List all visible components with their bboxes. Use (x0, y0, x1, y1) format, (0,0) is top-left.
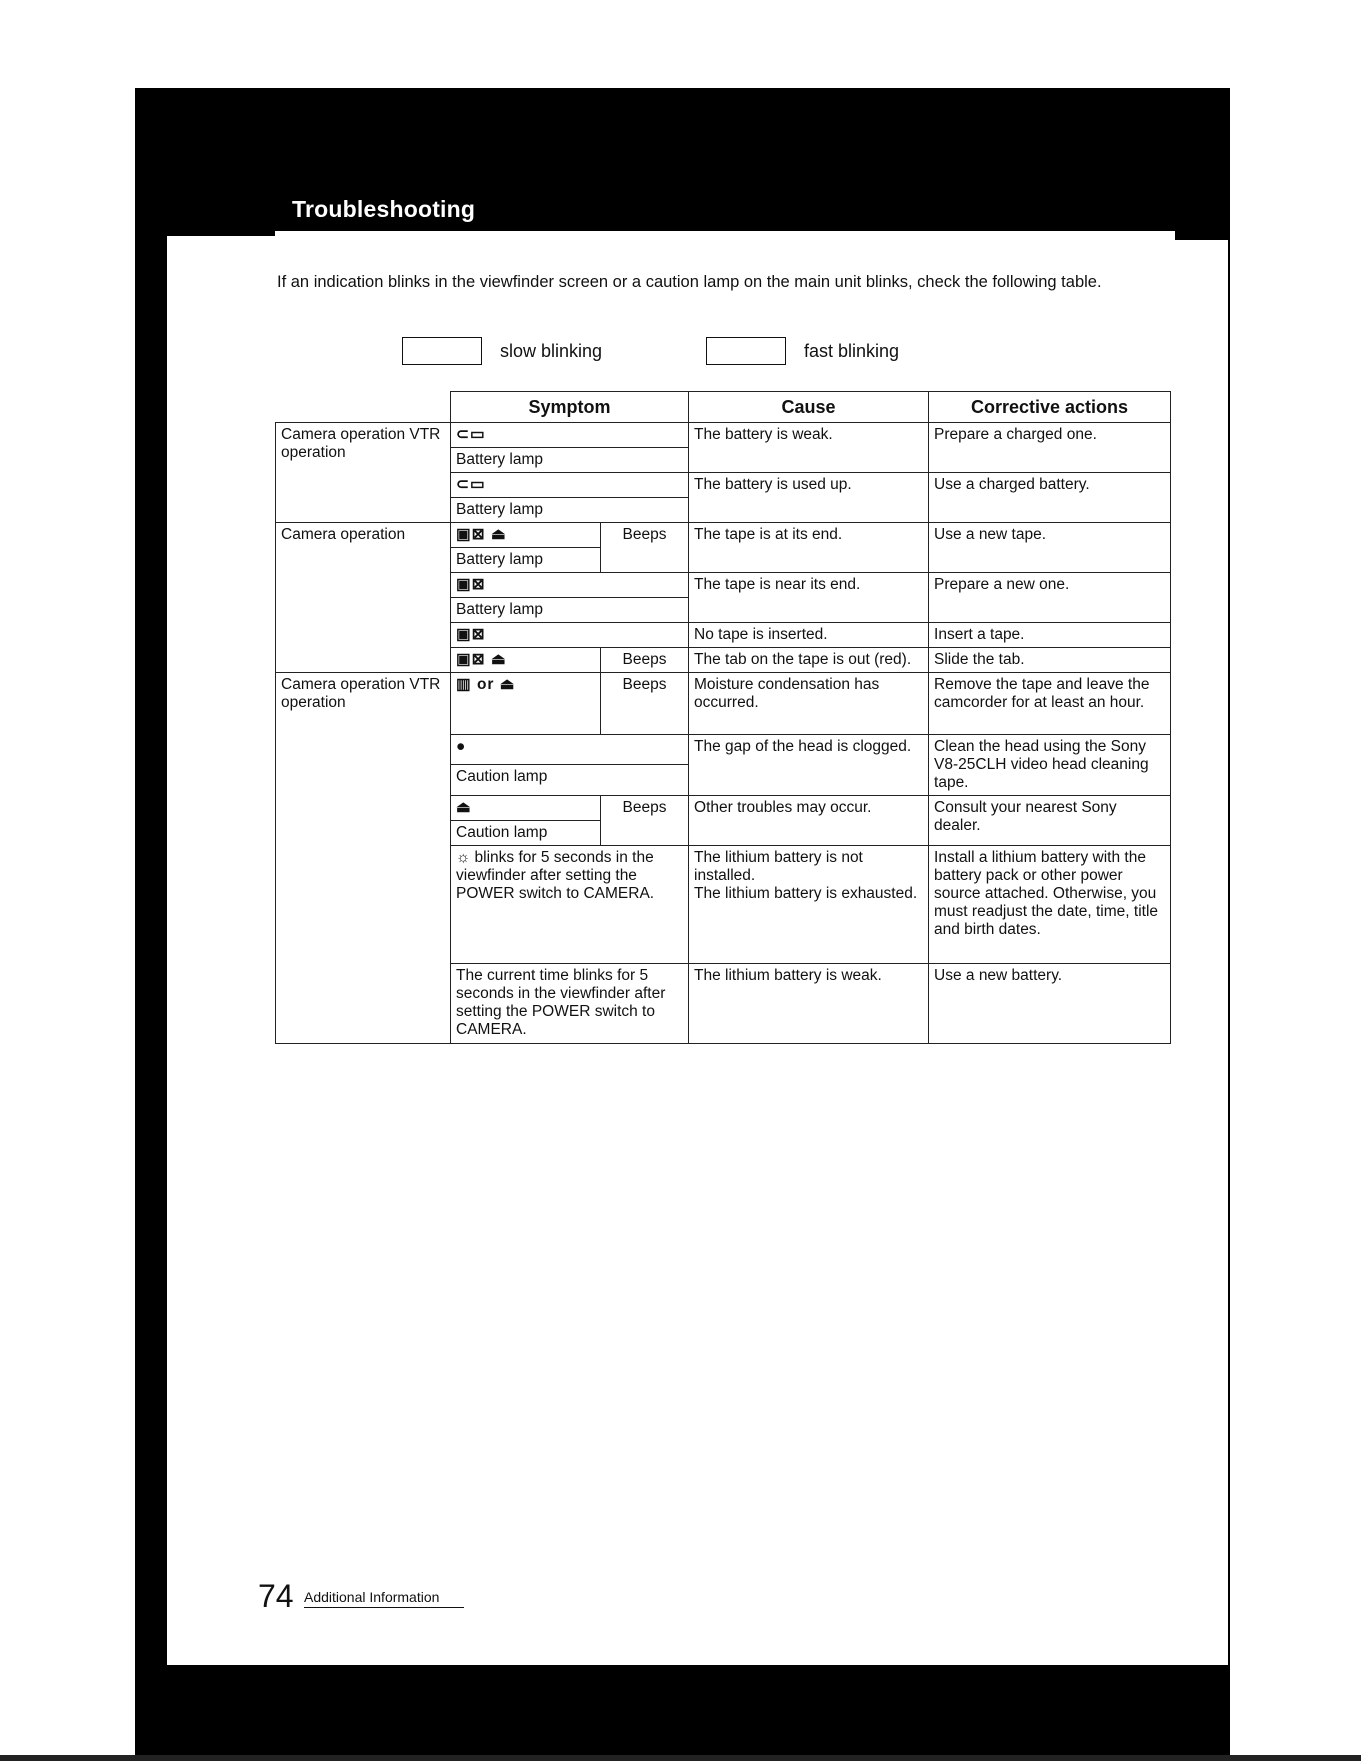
page-frame-top-right (1175, 88, 1230, 240)
action-cell: Consult your nearest Sony dealer. (929, 796, 1171, 846)
table-row (276, 523, 1171, 548)
legend-slow-label: slow blinking (500, 340, 603, 361)
symptom-indicator: ▥ or ⏏ (451, 673, 601, 735)
slow-blink-box (402, 337, 482, 365)
page-frame-left-notch (135, 146, 275, 236)
legend-fast (706, 337, 899, 365)
symptom-lamp: Battery lamp (451, 448, 689, 473)
legend-slow (402, 337, 602, 365)
header-action: Corrective actions (929, 392, 1171, 423)
symptom-lamp: Battery lamp (451, 498, 689, 523)
symptom-text: The current time blinks for 5 seconds in the viewfinder after setting the POWER switch to CAMERA. (451, 964, 689, 1044)
symptom-lamp: Battery lamp (451, 548, 601, 573)
action-cell: Use a charged battery. (929, 473, 1171, 523)
action-cell: Insert a tape. (929, 623, 1171, 648)
symptom-indicator: ⏏ (451, 796, 601, 821)
cause-cell: The lithium battery is weak. (689, 964, 929, 1044)
cause-cell: The lithium battery is not installed. The lithium battery is exhausted. (689, 846, 929, 964)
beeps-cell: Beeps (601, 796, 689, 846)
cause-cell: Other troubles may occur. (689, 796, 929, 846)
symptom-indicator: ● (451, 735, 689, 765)
table-header-row (276, 392, 1171, 423)
action-cell: Clean the head using the Sony V8-25CLH video head cleaning tape. (929, 735, 1171, 796)
action-cell: Prepare a charged one. (929, 423, 1171, 473)
table-row (276, 673, 1171, 735)
page-frame-left (135, 88, 167, 1761)
cause-cell: Moisture condensation has occurred. (689, 673, 929, 735)
header-cause: Cause (689, 392, 929, 423)
group-label: Camera operation VTR operation (276, 673, 451, 1044)
symptom-indicator: ⊂▭ (451, 423, 689, 448)
symptom-text: ☼ blinks for 5 seconds in the viewfinder after setting the POWER switch to CAMERA. (451, 846, 689, 964)
header-blank (276, 392, 451, 423)
header-symptom: Symptom (451, 392, 689, 423)
section-name: Additional Information (304, 1589, 464, 1608)
symptom-indicator: ▣⊠ ⏏ (451, 648, 601, 673)
action-cell: Remove the tape and leave the camcorder for at least an hour. (929, 673, 1171, 735)
action-cell: Slide the tab. (929, 648, 1171, 673)
intro-text: If an indication blinks in the viewfinder screen or a caution lamp on the main unit blinks, check the following table. (277, 273, 1102, 291)
beeps-cell: Beeps (601, 523, 689, 573)
cause-cell: The battery is used up. (689, 473, 929, 523)
action-cell: Use a new battery. (929, 964, 1171, 1044)
action-cell: Prepare a new one. (929, 573, 1171, 623)
page-frame-right (1228, 88, 1230, 1761)
legend-fast-label: fast blinking (804, 340, 900, 361)
page-number: 74 (258, 1578, 294, 1614)
troubleshooting-table (275, 391, 1171, 1044)
cause-cell: The tab on the tape is out (red). (689, 648, 929, 673)
cause-cell: The battery is weak. (689, 423, 929, 473)
cause-cell: No tape is inserted. (689, 623, 929, 648)
cause-cell: The tape is near its end. (689, 573, 929, 623)
symptom-indicator: ▣⊠ ⏏ (451, 523, 601, 548)
cause-cell: The gap of the head is clogged. (689, 735, 929, 796)
symptom-lamp: Caution lamp (451, 765, 689, 796)
action-cell: Use a new tape. (929, 523, 1171, 573)
table-row (276, 423, 1171, 448)
cause-cell: The tape is at its end. (689, 523, 929, 573)
symptom-indicator: ▣⊠ (451, 573, 689, 598)
beeps-cell: Beeps (601, 673, 689, 735)
group-label: Camera operation VTR operation (276, 423, 451, 523)
page-edge (0, 1755, 1361, 1761)
symptom-lamp: Battery lamp (451, 598, 689, 623)
page-title: Troubleshooting (292, 196, 476, 222)
symptom-lamp: Caution lamp (451, 821, 601, 846)
symptom-indicator: ▣⊠ (451, 623, 689, 648)
page-frame-bottom (135, 1665, 1230, 1761)
group-label: Camera operation (276, 523, 451, 673)
symptom-indicator: ⊂▭ (451, 473, 689, 498)
beeps-cell: Beeps (601, 648, 689, 673)
action-cell: Install a lithium battery with the battery pack or other power source attached. Otherwise, you must readjust the date, time, title and birth dates. (929, 846, 1171, 964)
fast-blink-box (706, 337, 786, 365)
